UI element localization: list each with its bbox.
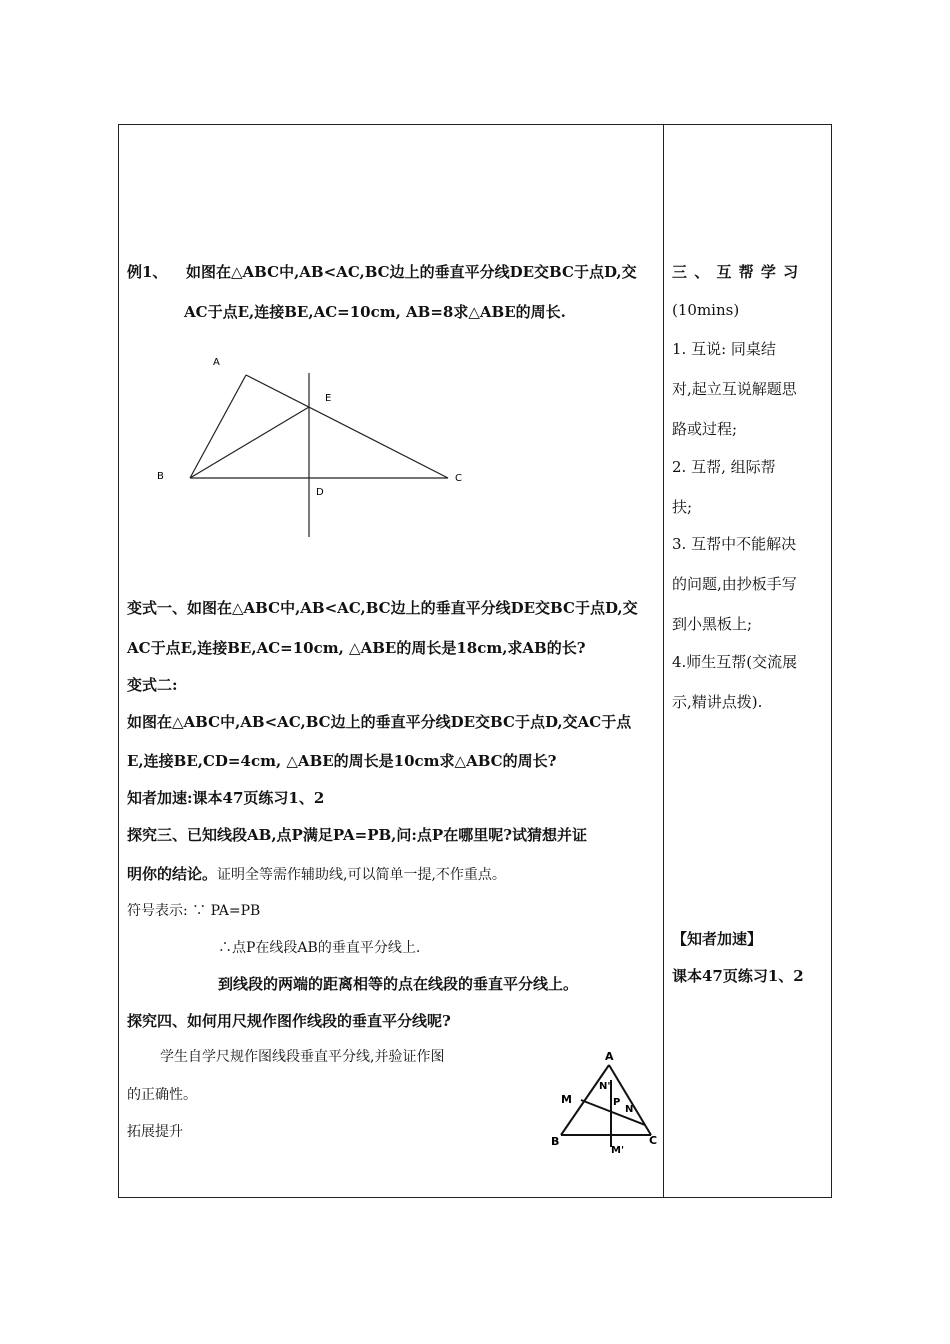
self-study-line1: 学生自学尺规作图线段垂直平分线,并验证作图 — [160, 1049, 445, 1065]
figure-compass-construction — [545, 1045, 670, 1157]
knowledge-speedup: 知者加速:课本47页练习1、2 — [127, 789, 325, 807]
label-d: D — [316, 487, 324, 498]
side-item1-line1: 1. 互说: 同桌结 — [672, 340, 776, 358]
explore3-line1: 探究三、已知线段AB,点P满足PA=PB,问:点P在哪里呢?试猜想并证 — [127, 826, 587, 844]
figure-triangle-abc — [120, 345, 480, 560]
label-fig2-m: M — [561, 1093, 572, 1106]
variant1-line2: AC于点E,连接BE,AC=10cm, △ABE的周长是18cm,求AB的长? — [127, 639, 586, 657]
variant2-line1: 如图在△ABC中,AB<AC,BC边上的垂直平分线DE交BC于点D,交AC于点 — [127, 713, 632, 731]
example1-title: 例1、 — [127, 263, 168, 281]
symbol-label: 符号表示: ∵ PA=PB — [127, 903, 261, 919]
conclusion-line: 到线段的两端的距离相等的点在线段的垂直平分线上。 — [218, 975, 579, 993]
side-item3-line3: 到小黑板上; — [672, 615, 753, 633]
variant2-line2: E,连接BE,CD=4cm, △ABE的周长是10cm求△ABC的周长? — [127, 752, 557, 770]
label-e: E — [325, 393, 332, 404]
label-fig2-p: P — [613, 1097, 621, 1108]
label-fig2-n-prime: N' — [599, 1081, 611, 1092]
label-fig2-a: A — [605, 1050, 614, 1063]
explore3-line2-bold: 明你的结论。 — [127, 865, 218, 883]
explore4-line: 探究四、如何用尺规作图作线段的垂直平分线呢? — [127, 1012, 451, 1030]
label-b: B — [157, 471, 164, 482]
side-item4-line2: 示,精讲点拨). — [672, 693, 763, 711]
extension-label: 拓展提升 — [127, 1124, 183, 1140]
side-item1-line2: 对,起立互说解题思 — [672, 380, 797, 398]
side-item4-line1: 4.师生互帮(交流展 — [672, 653, 798, 671]
column-divider — [663, 124, 664, 1198]
side-item3-line2: 的问题,由抄板手写 — [672, 575, 797, 593]
label-a: A — [213, 357, 220, 368]
segment-be — [190, 407, 309, 478]
side-duration: (10mins) — [672, 301, 740, 319]
therefore-line: ∴点P在线段AB的垂直平分线上. — [218, 940, 421, 956]
explore3-line2 — [127, 864, 506, 885]
example1-line2: AC于点E,连接BE,AC=10cm, AB=8求△ABE的周长. — [184, 303, 566, 321]
label-fig2-m-prime: M' — [611, 1145, 625, 1156]
label-fig2-n: N — [625, 1104, 634, 1115]
explore3-line2-note: 证明全等需作辅助线,可以简单一提,不作重点。 — [217, 867, 506, 883]
side-item3-line1: 3. 互帮中不能解决 — [672, 535, 797, 553]
label-c: C — [455, 473, 462, 484]
self-study-line2: 的正确性。 — [127, 1087, 197, 1103]
side-item2-line2: 扶; — [672, 498, 693, 516]
side-item1-line3: 路或过程; — [672, 420, 738, 438]
segment-ab — [190, 375, 246, 478]
variant2-title: 变式二: — [127, 676, 178, 694]
variant1-line1: 变式一、如图在△ABC中,AB<AC,BC边上的垂直平分线DE交BC于点D,交 — [127, 599, 638, 617]
side-item2-line1: 2. 互帮, 组际帮 — [672, 458, 776, 476]
label-fig2-b: B — [551, 1135, 560, 1148]
side-section-title: 三 、 互 帮 学 习 — [672, 263, 800, 281]
side-speedup-title: 【知者加速】 — [672, 930, 763, 948]
label-fig2-c: C — [649, 1134, 658, 1147]
example1-line1: 如图在△ABC中,AB<AC,BC边上的垂直平分线DE交BC于点D,交 — [186, 263, 637, 281]
side-speedup-text: 课本47页练习1、2 — [672, 967, 804, 985]
